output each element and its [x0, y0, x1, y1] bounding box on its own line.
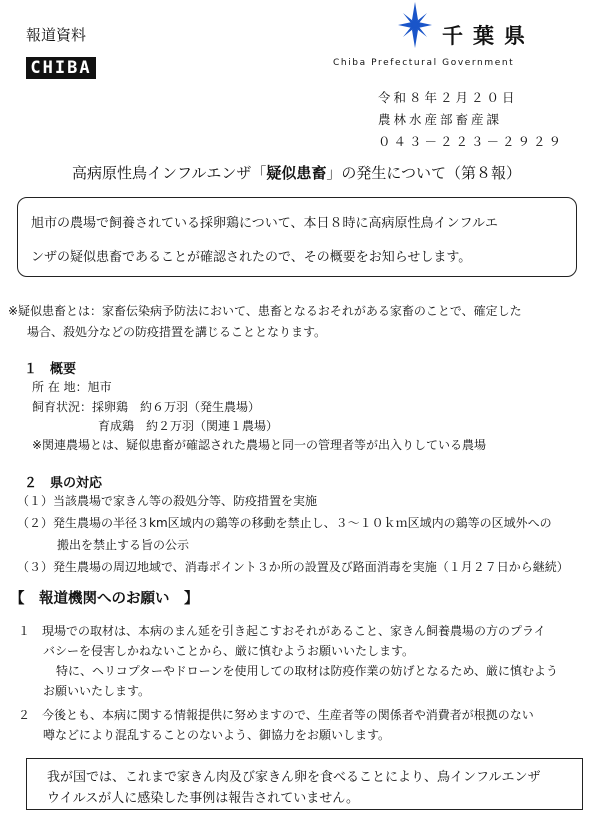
- department: 農林水産部畜産課: [378, 112, 503, 127]
- chiba-logo: CHIBA: [26, 57, 96, 79]
- summary-box: [17, 197, 577, 277]
- section-heading-media-request: 【 報道機関へのお願い 】: [10, 591, 199, 607]
- response-item: （３）発生農場の周辺地域で、消毒ポイント３か所の設置及び路面消毒を実施（１月２７日から継続）: [17, 560, 569, 574]
- release-date: 令和８年２月２０日: [378, 90, 518, 105]
- definition-note: ※疑似患畜とは：家畜伝染病予防法において、患畜となるおそれがある家畜のことで、確定した: [8, 304, 522, 318]
- request-paragraph: お願いいたします。: [43, 684, 151, 698]
- chiba-prefecture-emblem-icon: [398, 2, 432, 48]
- request-paragraph: 噂などにより混乱することのないよう、御協力をお願いします。: [43, 728, 391, 742]
- closing-line: ウイルスが人に感染した事例は報告されていません。: [47, 791, 360, 806]
- summary-line: ンザの疑似患畜であることが確認されたので、その概要をお知らせします。: [31, 250, 472, 265]
- title-prefix: 高病原性鳥インフルエンザ「: [71, 164, 267, 182]
- prefecture-name-english: Chiba Prefectural Government: [333, 58, 515, 68]
- section-heading-response: ２ 県の対応: [24, 476, 103, 491]
- overview-raising: 育成鶏 約２万羽（関連１農場）: [98, 419, 279, 433]
- response-item: 搬出を禁止する旨の公示: [57, 538, 190, 552]
- request-paragraph: １ 現場での取材は、本病のまん延を引き起こすおそれがあること、家きん飼養農場の方のプライ: [18, 624, 546, 638]
- response-item: （２）発生農場の半径３km区域内の鶏等の移動を禁止し、３～１０ｋｍ区域内の鶏等の区域外への: [17, 516, 552, 530]
- definition-note: 場合、殺処分などの防疫措置を講じることとなります。: [27, 325, 327, 339]
- closing-line: 我が国では、これまで家きん肉及び家きん卵を食べることにより、鳥インフルエンザ: [47, 770, 541, 785]
- title-suffix: 」の発生について（第８報）: [326, 164, 522, 182]
- page-title: [0, 162, 593, 183]
- contact-phone: ０４３－２２３－２９２９: [378, 134, 565, 149]
- title-emphasis: 疑似患畜: [266, 164, 327, 182]
- overview-raising: 飼育状況：採卵鶏 約６万羽（発生農場）: [32, 400, 261, 414]
- press-release-label: 報道資料: [26, 26, 87, 44]
- section-heading-overview: １ 概要: [24, 362, 77, 377]
- response-item: （１）当該農場で家きん等の殺処分等、防疫措置を実施: [17, 494, 318, 508]
- summary-line: 旭市の農場で飼養されている採卵鶏について、本日８時に高病原性鳥インフルエ: [31, 216, 498, 231]
- related-farm-note: ※関連農場とは、疑似患畜が確認された農場と同一の管理者等が出入りしている農場: [32, 438, 487, 452]
- request-paragraph: 特に、ヘリコプターやドローンを使用しての取材は防疫作業の妨げとなるため、厳に慎むよう: [56, 664, 558, 678]
- request-paragraph: ２ 今後とも、本病に関する情報提供に努めますので、生産者等の関係者や消費者が根拠のない: [18, 708, 534, 722]
- overview-location: 所 在 地：旭市: [32, 380, 112, 394]
- prefecture-name: 千葉県: [442, 24, 535, 48]
- request-paragraph: バシーを侵害しかねないことから、厳に慎むようお願いいたします。: [43, 644, 415, 658]
